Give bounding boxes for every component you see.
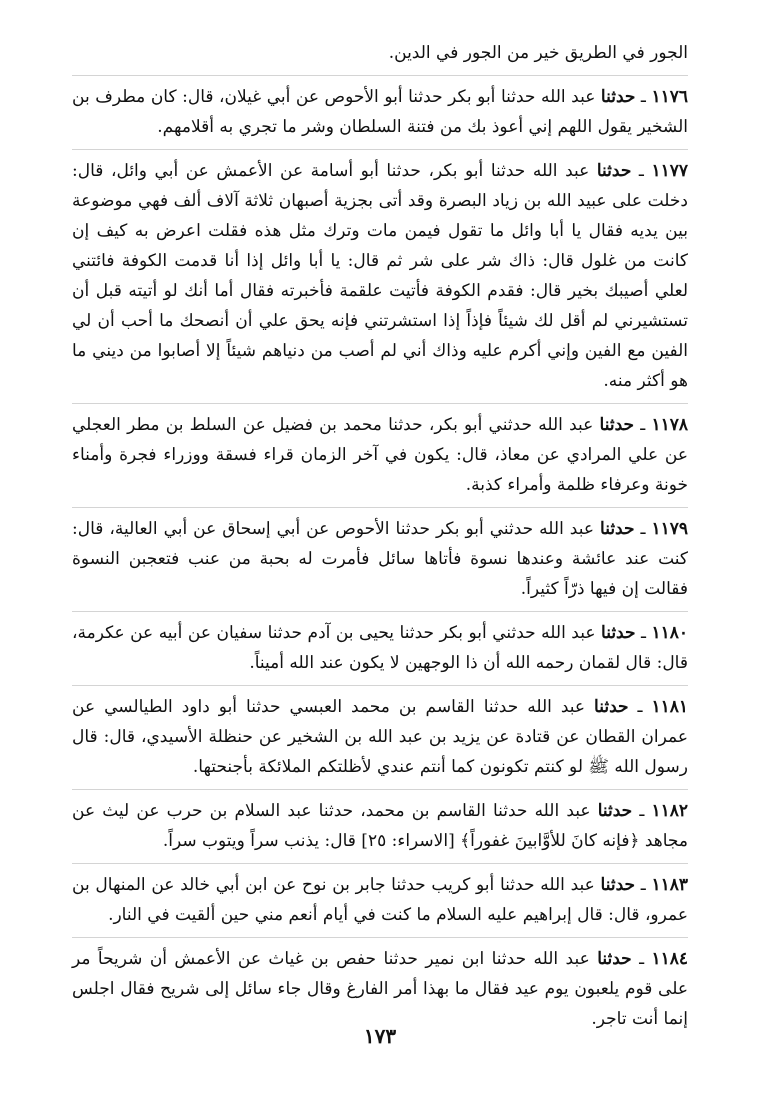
divider [72, 507, 688, 508]
divider [72, 685, 688, 686]
divider [72, 789, 688, 790]
divider [72, 611, 688, 612]
entry-number: ١١٧٩ [651, 519, 688, 539]
divider [72, 149, 688, 150]
entry-lead: حدثنا [600, 87, 636, 107]
hadith-entry: ١١٨٣ ـ حدثنا عبد الله حدثنا أبو كريب حدثنا جابر بن نوح عن ابن أبي خالد عن المنهال بن عمرو، قال: قال إبراهيم عليه السلام ما كنت في أيام أنعم مني حين ألقيت في النار. [72, 875, 688, 925]
hadith-entry: ١١٧٨ ـ حدثنا عبد الله حدثني أبو بكر، حدثنا محمد بن فضيل عن السلط بن مطر العجلي عن علي المرادي عن معاذ، قال: يكون في آخر الزمان قراء فسقة ووزراء فجرة وأمناء خونة وعرفاء ظلمة وأمراء كذبة. [72, 415, 688, 495]
document-page [72, 38, 688, 1041]
entry-lead: حدثنا [601, 623, 636, 643]
entry-lead: حدثنا [600, 875, 636, 895]
entry-number: ١١٧٨ [651, 415, 688, 435]
entry-number: ١١٧٦ [651, 87, 688, 107]
divider [72, 403, 688, 404]
entry-lead: حدثنا [596, 161, 632, 181]
entry-text: عبد الله حدثنا أبو بكر، حدثنا أبو أسامة عن الأعمش عن أبي وائل، قال: دخلت على عبيد الله بن زياد البصرة وقد أتى بجزية أصبهان ثلاثة آلاف ألف فهي موضوعة بين يديه فقال يا أبا وائل ما تقول فيمن مات وترك مثل هذه فقلت اعرض به كيف إن كانت من غلول قال: ذاك شر على شر ثم قال: يا أبا وائل إذا أنا قدمت الكوفة فائتني لعلي أصيبك بخير قال: فقدم الكوفة فأتيت علقمة فأخبرته فقال أما أنك لو أتيته قبل أن تستشيرني لم أقل لك شيئاً فإذاً إذا استشرتني فإنه يحق علي أن أنصحك ما أحب أن لي الفين مع الفين وإني أكرم عليه وذاك أني لم أصب من دنياهم شيئاً إلا أصابوا من ديني ما هو أكثر منه. [72, 161, 688, 391]
entry-text: عبد الله حدثني أبو بكر حدثنا يحيى بن آدم حدثنا سفيان عن أبيه عن عكرمة، قال: قال لقمان رحمه الله أن ذا الوجهين لا يكون عند الله أميناً. [72, 623, 688, 673]
entry-lead: حدثنا [597, 949, 632, 969]
entry-number: ١١٨٣ [651, 875, 688, 895]
entry-number: ١١٨٠ [651, 623, 688, 643]
entry-number: ١١٧٧ [651, 161, 688, 181]
entry-number: ١١٨٢ [651, 801, 689, 821]
hadith-entry: ١١٨٠ ـ حدثنا عبد الله حدثني أبو بكر حدثنا يحيى بن آدم حدثنا سفيان عن أبيه عن عكرمة، قال: قال لقمان رحمه الله أن ذا الوجهين لا يكون عند الله أميناً. [72, 623, 688, 673]
divider [72, 937, 688, 938]
divider [72, 75, 688, 76]
entry-text: عبد الله حدثني أبو بكر، حدثنا محمد بن فضيل عن السلط بن مطر العجلي عن علي المرادي عن معاذ، قال: يكون في آخر الزمان قراء فسقة ووزراء فجرة وأمناء خونة وعرفاء ظلمة وأمراء كذبة. [72, 415, 688, 495]
intro-line: الجور في الطريق خير من الجور في الدين. [388, 43, 688, 63]
entry-text: عبد الله حدثنا أبو كريب حدثنا جابر بن نوح عن ابن أبي خالد عن المنهال بن عمرو، قال: قال إبراهيم عليه السلام ما كنت في أيام أنعم مني حين ألقيت في النار. [72, 875, 688, 925]
entry-number: ١١٨٤ [651, 949, 689, 969]
hadith-entry: ١١٧٧ ـ حدثنا عبد الله حدثنا أبو بكر، حدثنا أبو أسامة عن الأعمش عن أبي وائل، قال: دخلت على عبيد الله بن زياد البصرة وقد أتى بجزية أصبهان ثلاثة آلاف ألف فهي موضوعة بين يديه فقال يا أبا وائل ما تقول فيمن مات وترك مثل هذه فقلت اعرض به كيف إن كانت من غلول قال: ذاك شر على شر ثم قال: يا أبا وائل إذا أنا قدمت الكوفة فائتني لعلي أصيبك بخير قال: فقدم الكوفة فأتيت علقمة فأخبرته فقال أما أنك لو أتيته قبل أن تستشيرني لم أقل لك شيئاً فإذاً إذا استشرتني فإنه يحق علي أن أنصحك ما أحب أن لي الفين مع الفين وإني أكرم عليه وذاك أني لم أصب من دنياهم شيئاً إلا أصابوا من ديني ما هو أكثر منه. [72, 161, 688, 391]
hadith-entry: ١١٨٤ ـ حدثنا عبد الله حدثنا ابن نمير حدثنا حفص بن غياث عن الأعمش أن شريحاً مر على قوم يلعبون يوم عيد فقال ما بهذا أمر الفارغ وقال جاء سائل إلى شريح فقال اجلس إنما أنت تاجر. [72, 949, 689, 1029]
entry-lead: حدثنا [597, 801, 633, 821]
entry-lead: حدثنا [600, 519, 635, 539]
entry-text: عبد الله حدثنا القاسم بن محمد العبسي حدثنا أبو داود الطيالسي عن عمران القطان عن قتادة عن يزيد بن عبد الله بن الشخير عن حنظلة الأسيدي، قال: قال رسول الله ﷺ لو كنتم تكونون كما أنتم عندي لأظلتكم الملائكة بأجنحتها. [72, 697, 688, 777]
hadith-entry: ١١٨٢ ـ حدثنا عبد الله حدثنا القاسم بن محمد، حدثنا عبد السلام بن حرب عن ليث عن مجاهد ﴿فإنه كانَ للأوَّابينَ غفوراً﴾ [الاسراء: ٢٥] قال: يذنب سراً ويتوب سراً. [72, 801, 689, 851]
hadith-entry: ١١٧٦ ـ حدثنا عبد الله حدثنا أبو بكر حدثنا أبو الأحوص عن أبي غيلان، قال: كان مطرف بن الشخير يقول اللهم إني أعوذ بك من فتنة السلطان وشر ما تجري به أقلامهم. [72, 87, 688, 137]
entry-lead: حدثنا [594, 697, 629, 717]
hadith-entry: ١١٨١ ـ حدثنا عبد الله حدثنا القاسم بن محمد العبسي حدثنا أبو داود الطيالسي عن عمران القطان عن قتادة عن يزيد بن عبد الله بن الشخير عن حنظلة الأسيدي، قال: قال رسول الله ﷺ لو كنتم تكونون كما أنتم عندي لأظلتكم الملائكة بأجنحتها. [72, 697, 689, 777]
entry-text: عبد الله حدثني أبو بكر حدثنا الأحوص عن أبي إسحاق عن أبي العالية، قال: كنت عند عائشة وعندها نسوة فأتاها سائل فأمرت له بحبة من عنب فتعجبن النسوة فقالت إن فيها ذرّاً كثيراً. [72, 519, 688, 599]
entry-text: عبد الله حدثنا أبو بكر حدثنا أبو الأحوص عن أبي غيلان، قال: كان مطرف بن الشخير يقول اللهم إني أعوذ بك من فتنة السلطان وشر ما تجري به أقلامهم. [72, 87, 688, 137]
page-number: ١٧٣ [363, 1024, 397, 1048]
entry-number: ١١٨١ [651, 697, 689, 717]
entry-text: عبد الله حدثنا القاسم بن محمد، حدثنا عبد السلام بن حرب عن ليث عن مجاهد ﴿فإنه كانَ للأوَّابينَ غفوراً﴾ [الاسراء: ٢٥] قال: يذنب سراً ويتوب سراً. [72, 801, 688, 851]
entry-text: عبد الله حدثنا ابن نمير حدثنا حفص بن غياث عن الأعمش أن شريحاً مر على قوم يلعبون يوم عيد فقال ما بهذا أمر الفارغ وقال جاء سائل إلى شريح فقال اجلس إنما أنت تاجر. [72, 949, 688, 1029]
hadith-entry: ١١٧٩ ـ حدثنا عبد الله حدثني أبو بكر حدثنا الأحوص عن أبي إسحاق عن أبي العالية، قال: كنت عند عائشة وعندها نسوة فأتاها سائل فأمرت له بحبة من عنب فتعجبن النسوة فقالت إن فيها ذرّاً كثيراً. [72, 519, 688, 599]
divider [72, 863, 688, 864]
entry-lead: حدثنا [599, 415, 635, 435]
